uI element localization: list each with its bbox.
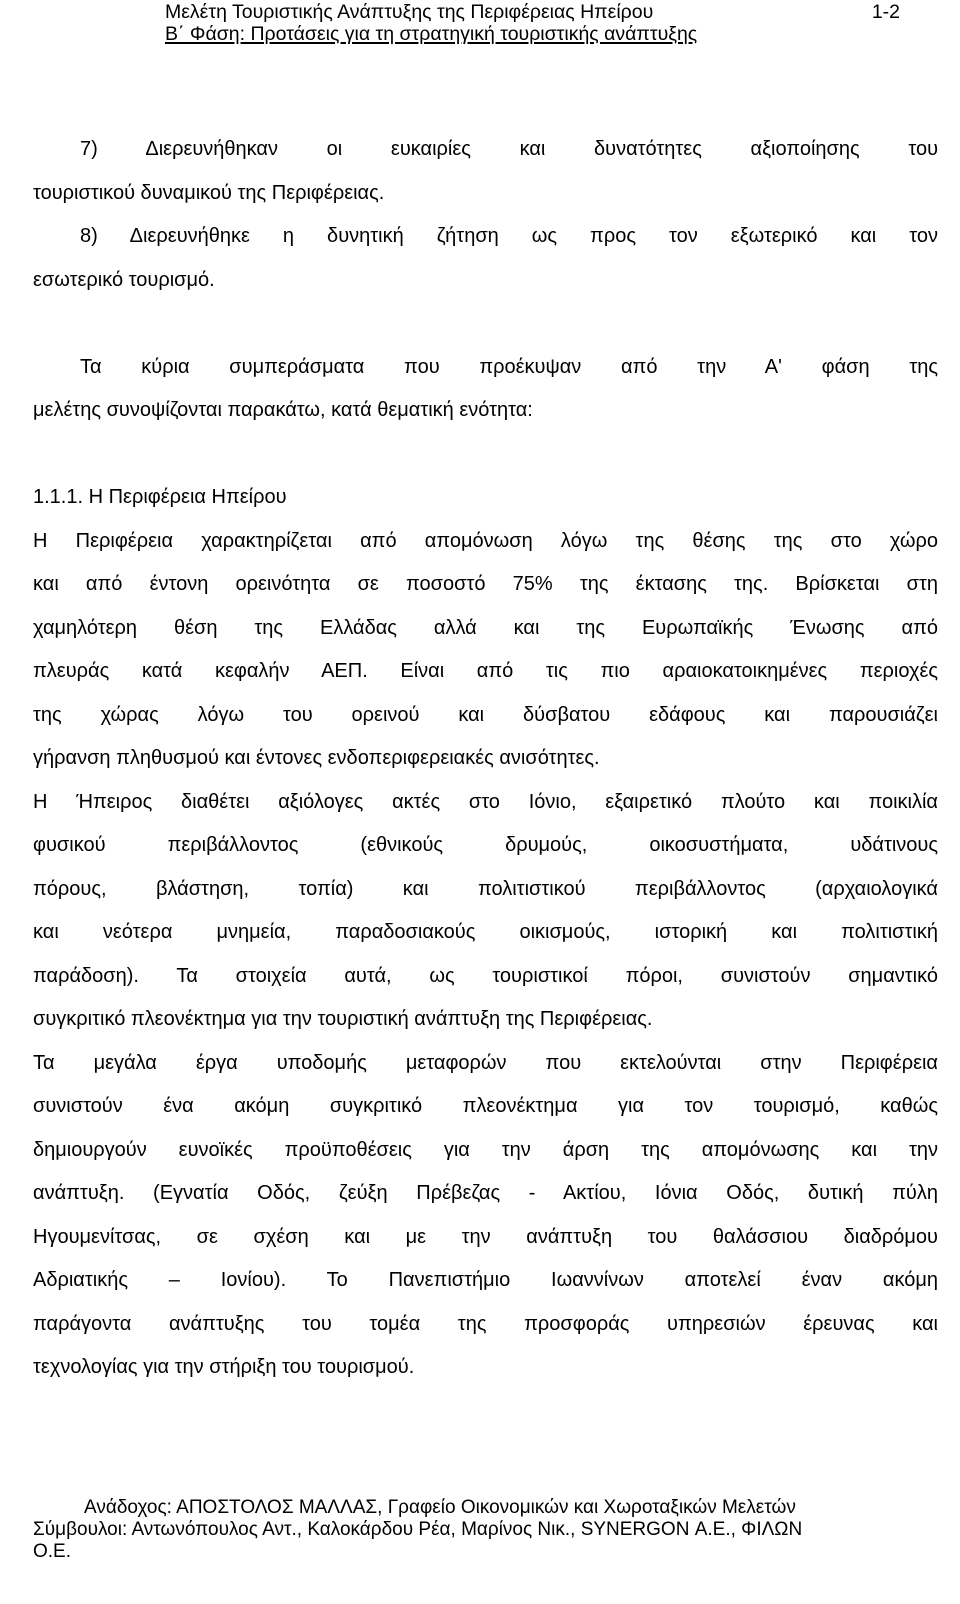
paragraph-3 xyxy=(33,1042,938,1390)
item-7 xyxy=(33,128,938,215)
page-footer xyxy=(33,1497,933,1563)
page-header xyxy=(165,0,900,50)
summary-paragraph xyxy=(33,346,938,433)
paragraph-line: Ηγουμενίτσας, σε σχέση και με την ανάπτυξη του θαλάσσιου διαδρόμου xyxy=(33,1225,938,1248)
summary-line-2: μελέτης συνοψίζονται παρακάτω, κατά θεματική ενότητα: xyxy=(33,399,533,421)
paragraph-line: ανάπτυξη. (Εγνατία Οδός, ζεύξη Πρέβεζας - Ακτίου, Ιόνια Οδός, δυτική πύλη xyxy=(33,1182,938,1204)
footer-contractor: Ανάδοχος: ΑΠΟΣΤΟΛΟΣ ΜΑΛΛΑΣ, Γραφείο Οικονομικών και Χωροταξικών Μελετών xyxy=(84,1497,796,1518)
paragraph-line: πόρους, βλάστηση, τοπία) και πολιτιστικού περιβάλλοντος (αρχαιολογικά xyxy=(33,877,938,900)
paragraph-line: φυσικού περιβάλλοντος (εθνικούς δρυμούς, οικοσυστήματα, υδάτινους xyxy=(33,834,938,856)
item-8-line-2: εσωτερικό τουρισμό. xyxy=(33,268,215,291)
footer-consultants: Σύμβουλοι: Αντωνόπουλος Αντ., Καλοκάρδου Ρέα, Μαρίνος Νικ., SYNERGON Α.Ε., ΦΙΛΩΝ xyxy=(33,1519,803,1540)
header-subtitle: Β΄ Φάση: Προτάσεις για τη στρατηγική τουριστικής ανάπτυξης xyxy=(165,23,698,45)
paragraph-line: γήρανση πληθυσμού και έντονες ενδοπεριφερειακές ανισότητες. xyxy=(33,747,600,769)
page-number: 1-2 xyxy=(871,1,900,23)
paragraph-line: παράγοντα ανάπτυξης του τομέα της προσφοράς υπηρεσιών έρευνας και xyxy=(33,1312,938,1335)
paragraph-line: και από έντονη ορεινότητα σε ποσοστό 75% της έκτασης της. Βρίσκεται στη xyxy=(33,573,938,595)
paragraph-line: συγκριτικό πλεονέκτημα για την τουριστική ανάπτυξη της Περιφέρειας. xyxy=(33,1008,653,1030)
header-title: Μελέτη Τουριστικής Ανάπτυξης της Περιφέρειας Ηπείρου xyxy=(165,1,654,23)
spacer xyxy=(33,433,938,477)
paragraph-line: Η Περιφέρεια χαρακτηρίζεται από απομόνωση λόγω της θέσης της στο χώρο xyxy=(33,529,938,552)
item-7-line-1: 7) Διερευνήθηκαν οι ευκαιρίες και δυνατότητες αξιοποίησης του xyxy=(80,138,938,160)
paragraph-line: τεχνολογίας για την στήριξη του τουρισμού. xyxy=(33,1356,415,1378)
spacer xyxy=(33,302,938,346)
paragraph-line: χαμηλότερη θέση της Ελλάδας αλλά και της Ευρωπαϊκής Ένωσης από xyxy=(33,616,938,639)
summary-line-1: Τα κύρια συμπεράσματα που προέκυψαν από την Α' φάση της xyxy=(80,355,938,378)
paragraph-line: Τα μεγάλα έργα υποδομής μεταφορών που εκτελούνται στην Περιφέρεια xyxy=(33,1051,938,1074)
item-7-line-2: τουριστικού δυναμικού της Περιφέρειας. xyxy=(33,181,385,204)
paragraph-2 xyxy=(33,781,938,1042)
item-8-line-1: 8) Διερευνήθηκε η δυνητική ζήτηση ως προς τον εξωτερικό και τον xyxy=(80,225,938,247)
paragraph-1 xyxy=(33,520,938,781)
paragraph-line: Αδριατικής – Ιονίου). Το Πανεπιστήμιο Ιωαννίνων αποτελεί έναν ακόμη xyxy=(33,1269,938,1291)
paragraph-line: και νεότερα μνημεία, παραδοσιακούς οικισμούς, ιστορική και πολιτιστική xyxy=(33,921,938,943)
paragraph-line: δημιουργούν ευνοϊκές προϋποθέσεις για την άρση της απομόνωσης και την xyxy=(33,1138,938,1161)
footer-consultants-continued: Ο.Ε. xyxy=(33,1541,72,1562)
paragraph-line: συνιστούν ένα ακόμη συγκριτικό πλεονέκτημα για τον τουρισμό, καθώς xyxy=(33,1095,938,1117)
document-body xyxy=(33,128,938,1390)
paragraph-line: Η Ήπειρος διαθέτει αξιόλογες ακτές στο Ιόνιο, εξαιρετικό πλούτο και ποικιλία xyxy=(33,790,938,813)
paragraph-line: παράδοση). Τα στοιχεία αυτά, ως τουριστικοί πόροι, συνιστούν σημαντικό xyxy=(33,964,938,987)
item-8 xyxy=(33,215,938,302)
paragraph-line: της χώρας λόγω του ορεινού και δύσβατου εδάφους και παρουσιάζει xyxy=(33,703,938,726)
section-heading: 1.1.1. Η Περιφέρεια Ηπείρου xyxy=(33,486,287,508)
paragraph-line: πλευράς κατά κεφαλήν ΑΕΠ. Είναι από τις πιο αραιοκατοικημένες περιοχές xyxy=(33,660,938,682)
